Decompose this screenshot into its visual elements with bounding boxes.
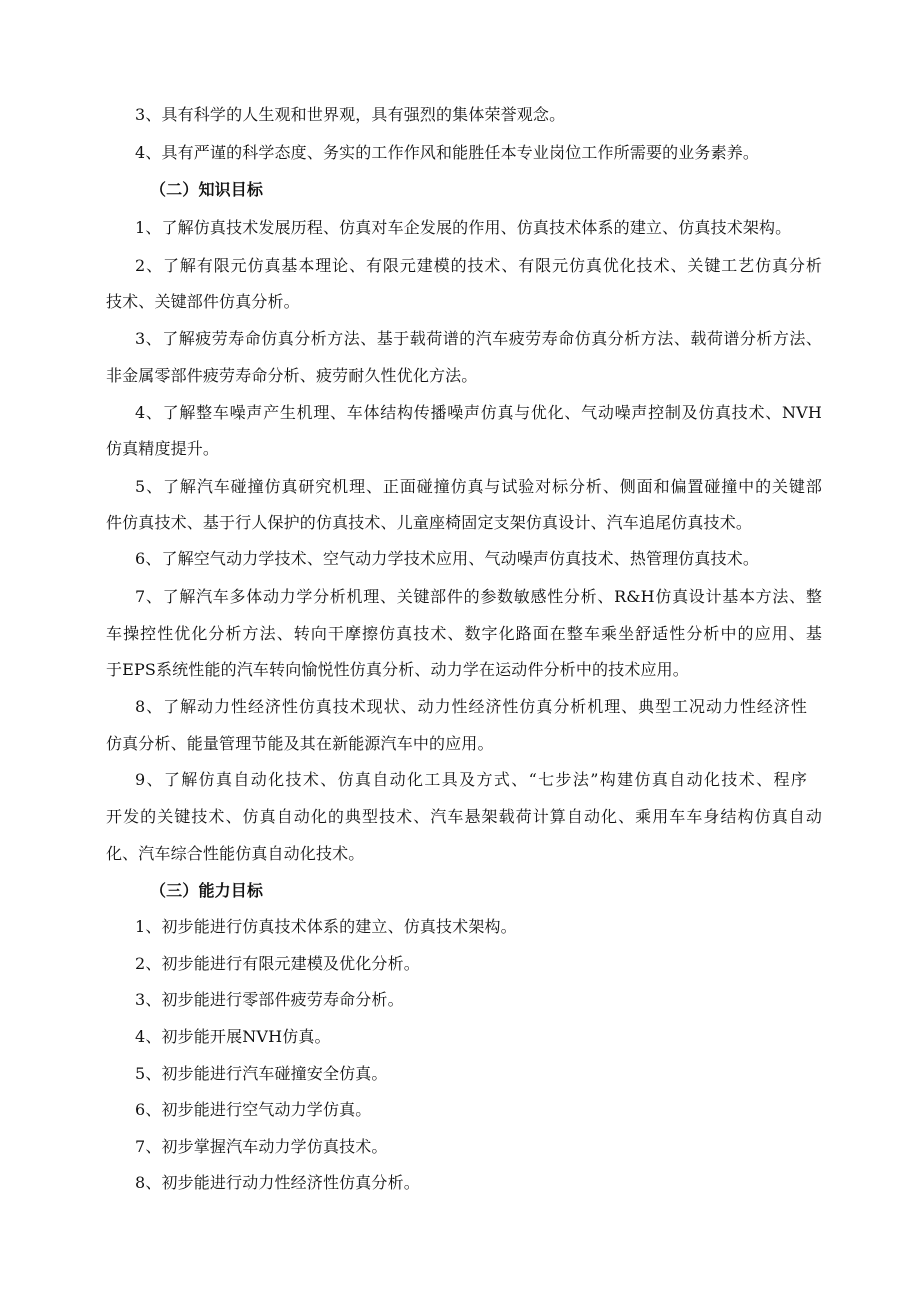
knowledge-item-9-line-2: 开发的关键技术、仿真自动化的典型技术、汽车悬架载荷计算自动化、乘用车车身结构仿真自动 (106, 807, 822, 826)
knowledge-item-7-line-3: 于EPS系统性能的汽车转向愉悦性仿真分析、动力学在运动件分析中的技术应用。 (106, 660, 689, 679)
knowledge-item-4-line-2: 仿真精度提升。 (106, 439, 220, 458)
ability-item-2: 2、初步能进行有限元建模及优化分析。 (135, 954, 420, 973)
knowledge-item-9-line-1: 9、了解仿真自动化技术、仿真自动化工具及方式、“七步法”构建仿真自动化技术、程序 (135, 770, 807, 789)
knowledge-item-7-line-1: 7、了解汽车多体动力学分析机理、关键部件的参数敏感性分析、R&H仿真设计基本方法、整 (135, 587, 822, 606)
ability-item-4: 4、初步能开展NVH仿真。 (135, 1027, 331, 1046)
knowledge-item-5-line-2: 件仿真技术、基于行人保护的仿真技术、儿童座椅固定支架仿真设计、汽车追尾仿真技术。 (106, 513, 753, 532)
knowledge-item-7-line-2: 车操控性优化分析方法、转向干摩擦仿真技术、数字化路面在整车乘坐舒适性分析中的应用、基 (106, 624, 822, 643)
knowledge-heading: （二）知识目标 (150, 180, 264, 199)
knowledge-item-8-line-1: 8、了解动力性经济性仿真技术现状、动力性经济性仿真分析机理、典型工况动力性经济性 (135, 697, 807, 716)
ability-item-1: 1、初步能进行仿真技术体系的建立、仿真技术架构。 (135, 917, 517, 936)
ability-item-6: 6、初步能进行空气动力学仿真。 (135, 1100, 372, 1119)
knowledge-item-3-line-1: 3、了解疲劳寿命仿真分析方法、基于载荷谱的汽车疲劳寿命仿真分析方法、载荷谱分析方法、 (135, 329, 822, 348)
quality-item-3: 3、具有科学的人生观和世界观，具有强烈的集体荣誉观念。 (135, 105, 566, 124)
quality-item-4: 4、具有严谨的科学态度、务实的工作作风和能胜任本专业岗位工作所需要的业务素养。 (135, 143, 760, 162)
ability-item-7: 7、初步掌握汽车动力学仿真技术。 (135, 1137, 388, 1156)
knowledge-item-8-line-2: 仿真分析、能量管理节能及其在新能源汽车中的应用。 (106, 734, 494, 753)
knowledge-item-3-line-2: 非金属零部件疲劳寿命分析、疲劳耐久性优化方法。 (106, 366, 478, 385)
ability-item-3: 3、初步能进行零部件疲劳寿命分析。 (135, 990, 404, 1009)
knowledge-item-4-line-1: 4、了解整车噪声产生机理、车体结构传播噪声仿真与优化、气动噪声控制及仿真技术、NVH (135, 403, 822, 422)
knowledge-item-5-line-1: 5、了解汽车碰撞仿真研究机理、正面碰撞仿真与试验对标分析、侧面和偏置碰撞中的关键部 (135, 477, 822, 496)
knowledge-item-2-line-2: 技术、关键部件仿真分析。 (106, 292, 300, 311)
knowledge-item-1: 1、了解仿真技术发展历程、仿真对车企发展的作用、仿真技术体系的建立、仿真技术架构。 (135, 218, 792, 237)
knowledge-item-6: 6、了解空气动力学技术、空气动力学技术应用、气动噪声仿真技术、热管理仿真技术。 (135, 549, 760, 568)
ability-item-8: 8、初步能进行动力性经济性仿真分析。 (135, 1173, 420, 1192)
knowledge-item-9-line-3: 化、汽车综合性能仿真自动化技术。 (106, 844, 365, 863)
ability-item-5: 5、初步能进行汽车碰撞安全仿真。 (135, 1064, 388, 1083)
knowledge-item-2-line-1: 2、了解有限元仿真基本理论、有限元建模的技术、有限元仿真优化技术、关键工艺仿真分析 (135, 256, 822, 275)
ability-heading: （三）能力目标 (150, 881, 264, 900)
